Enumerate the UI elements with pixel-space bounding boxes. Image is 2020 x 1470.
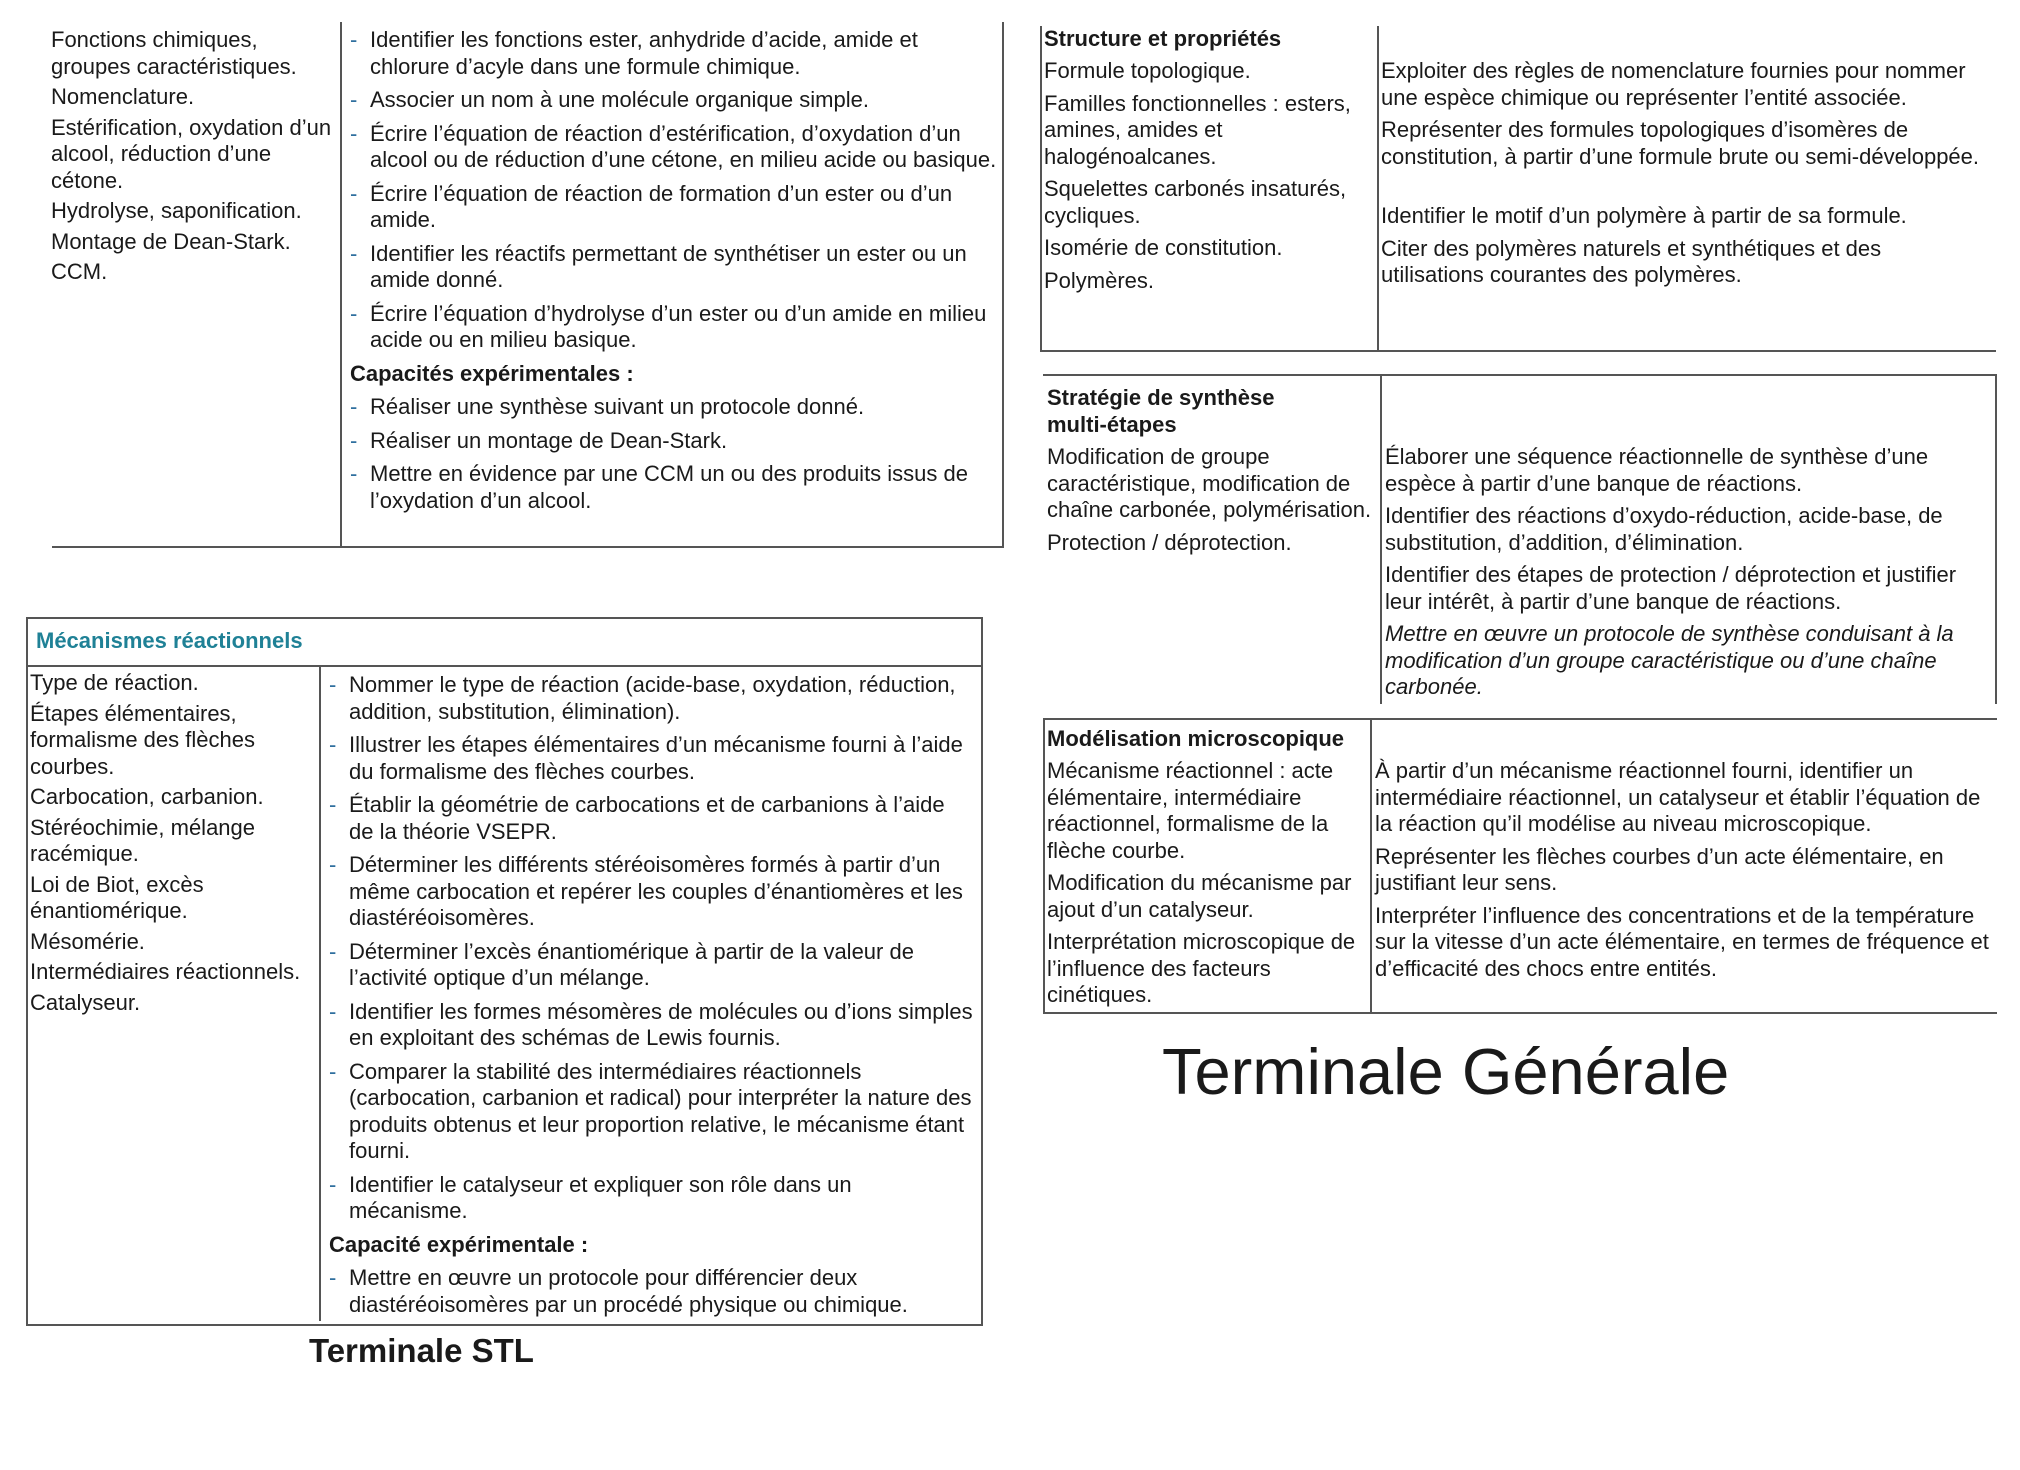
- capacity-para: Représenter des formules topologiques d’isomères de constitution, à partir d’une formule brute ou semi-développée.: [1381, 117, 1980, 169]
- list-item: - Nommer le type de réaction (acide-base, oxydation, réduction, addition, substitution, élimination).: [329, 672, 956, 724]
- list-item: - Identifier les formes mésomères de molécules ou d’ions simples en exploitant des schémas de Lewis fournis.: [329, 998, 973, 1050]
- list-item: - Écrire l’équation d’hydrolyse d’un ester ou d’un amide en milieu acide ou en milieu basique.: [350, 300, 987, 352]
- list-item: - Comparer la stabilité des intermédiaires réactionnels (carbocation, carbanion et radical) pour interpréter la nature des produits obtenus et leur proportion relative, le mécanisme étant fourni.: [329, 1058, 972, 1163]
- notion-line: Loi de Biot, excès énantiomérique.: [30, 871, 204, 923]
- list-item: - Mettre en œuvre un protocole pour différencier deux diastéréoisomères par un procédé physique ou chimique.: [329, 1265, 908, 1317]
- modelisation-notions: [1047, 758, 1369, 1015]
- section-title: Stratégie de synthèse multi-étapes: [1047, 385, 1275, 437]
- list-item: - Établir la géométrie de carbocations et de carbanions à l’aide de la théorie VSEPR.: [329, 792, 945, 844]
- capacity-para: Élaborer une séquence réactionnelle de synthèse d’une espèce à partir d’une banque de réactions.: [1385, 444, 1929, 496]
- notion-line: Interprétation microscopique de l’influence des facteurs cinétiques.: [1047, 929, 1356, 1007]
- exp-heading: Capacités expérimentales :: [350, 360, 634, 386]
- list-item: - Réaliser un montage de Dean-Stark.: [350, 427, 728, 453]
- structure-notions: [1044, 58, 1374, 300]
- notion-line: Étapes élémentaires, formalisme des flèches courbes.: [30, 700, 255, 779]
- list-item: - Déterminer les différents stéréoisomères formés à partir d’un même carbocation et repérer les couples d’énantiomères et les diastéréoisomères.: [329, 852, 963, 930]
- notion-line: Estérification, oxydation d’un alcool, réduction d’une cétone.: [51, 114, 332, 193]
- notion-line: Mécanisme réactionnel : acte élémentaire, intermédiaire réactionnel, formalisme de la flèche courbe.: [1047, 758, 1334, 863]
- notion-line: Fonctions chimiques, groupes caractéristiques.: [51, 27, 297, 79]
- list-item: - Illustrer les étapes élémentaires d’un mécanisme fourni à l’aide du formalisme des flèches courbes.: [329, 732, 963, 784]
- section-title: Modélisation microscopique: [1047, 726, 1345, 751]
- notion-line: Mésomérie.: [30, 928, 145, 954]
- notion-line: Protection / déprotection.: [1047, 529, 1292, 555]
- capacity-para: Citer des polymères naturels et synthétiques et des utilisations courantes des polymères.: [1381, 235, 1882, 287]
- capacity-para: À partir d’un mécanisme réactionnel fourni, identifier un intermédiaire réactionnel, un catalyseur et établir l’équation de la réaction qu’il modélise au niveau microscopique.: [1375, 758, 1981, 836]
- section-title: Mécanismes réactionnels: [36, 628, 303, 653]
- list-item: - Identifier les fonctions ester, anhydride d’acide, amide et chlorure d’acyle dans une formule chimique.: [350, 27, 918, 79]
- structure-capacities: [1381, 58, 1981, 295]
- caption-terminale-generale: Terminale Générale: [1162, 1035, 1730, 1108]
- capacity-para: Identifier des réactions d’oxydo-réduction, acide-base, de substitution, d’addition, d’élimination.: [1385, 503, 1943, 555]
- stl-top-notions: [51, 27, 336, 292]
- capacity-para: Représenter les flèches courbes d’un acte élémentaire, en justifiant leur sens.: [1375, 843, 1944, 895]
- notion-line: Modification du mécanisme par ajout d’un catalyseur.: [1047, 870, 1352, 922]
- notion-line: Squelettes carbonés insaturés, cycliques.: [1044, 176, 1347, 228]
- notion-line: Hydrolyse, saponification.: [51, 198, 302, 223]
- stl-top-capacities: [350, 27, 998, 521]
- list-item: - Associer un nom à une molécule organique simple.: [350, 87, 869, 112]
- notion-line: Montage de Dean-Stark.: [51, 228, 291, 254]
- notion-line: Catalyseur.: [30, 989, 141, 1015]
- capacity-para: Identifier des étapes de protection / déprotection et justifier leur intérêt, à partir d’une banque de réactions.: [1385, 562, 1957, 614]
- strategie-notions: [1047, 444, 1377, 562]
- notion-line: Isomérie de constitution.: [1044, 235, 1283, 260]
- list-item: - Écrire l’équation de réaction de formation d’un ester ou d’un amide.: [350, 180, 953, 232]
- exp-heading: Capacité expérimentale :: [329, 1231, 589, 1257]
- mecanismes-capacities: [329, 672, 975, 1325]
- capacity-para: Exploiter des règles de nomenclature fournies pour nommer une espèce chimique ou représenter l’entité associée.: [1381, 58, 1966, 110]
- caption-terminale-stl: Terminale STL: [309, 1332, 534, 1369]
- notion-line: Stéréochimie, mélange racémique.: [30, 814, 256, 866]
- list-item: - Identifier les réactifs permettant de synthétiser un ester ou un amide donné.: [350, 240, 967, 292]
- notion-line: Formule topologique.: [1044, 58, 1251, 83]
- list-item: - Réaliser une synthèse suivant un protocole donné.: [350, 394, 865, 419]
- notion-line: Carbocation, carbanion.: [30, 784, 264, 809]
- modelisation-capacities: [1375, 758, 1995, 988]
- notion-line: Polymères.: [1044, 267, 1155, 293]
- strategie-capacities: [1385, 444, 1990, 707]
- notion-line: Nomenclature.: [51, 84, 195, 109]
- notion-line: Modification de groupe caractéristique, modification de chaîne carbonée, polymérisation.: [1047, 444, 1372, 522]
- list-item: - Identifier le catalyseur et expliquer son rôle dans un mécanisme.: [329, 1171, 852, 1223]
- capacity-para: Identifier le motif d’un polymère à partir de sa formule.: [1381, 203, 1907, 228]
- section-title: Structure et propriétés: [1044, 26, 1282, 51]
- notion-line: CCM.: [51, 259, 108, 284]
- capacity-para-italic: Mettre en œuvre un protocole de synthèse conduisant à la modification d’un groupe caractéristique ou d’une chaîne carbonée.: [1385, 621, 1954, 699]
- list-item: - Mettre en évidence par une CCM un ou des produits issus de l’oxydation d’un alcool.: [350, 461, 968, 513]
- notion-line: Intermédiaires réactionnels.: [30, 959, 301, 984]
- list-item: - Déterminer l’excès énantiomérique à partir de la valeur de l’activité optique d’un mélange.: [329, 938, 914, 990]
- notion-line: Familles fonctionnelles : esters, amines, amides et halogénoalcanes.: [1044, 90, 1351, 169]
- capacity-para: Interpréter l’influence des concentrations et de la température sur la vitesse d’un acte élémentaire, en termes de fréquence et d’efficacité des chocs entre entités.: [1375, 902, 1989, 981]
- notion-line: Type de réaction.: [30, 670, 199, 695]
- mecanismes-notions: [30, 670, 315, 1022]
- list-item: - Écrire l’équation de réaction d’estérification, d’oxydation d’un alcool ou de réduction d’une cétone, en milieu acide ou basique.: [350, 120, 997, 172]
